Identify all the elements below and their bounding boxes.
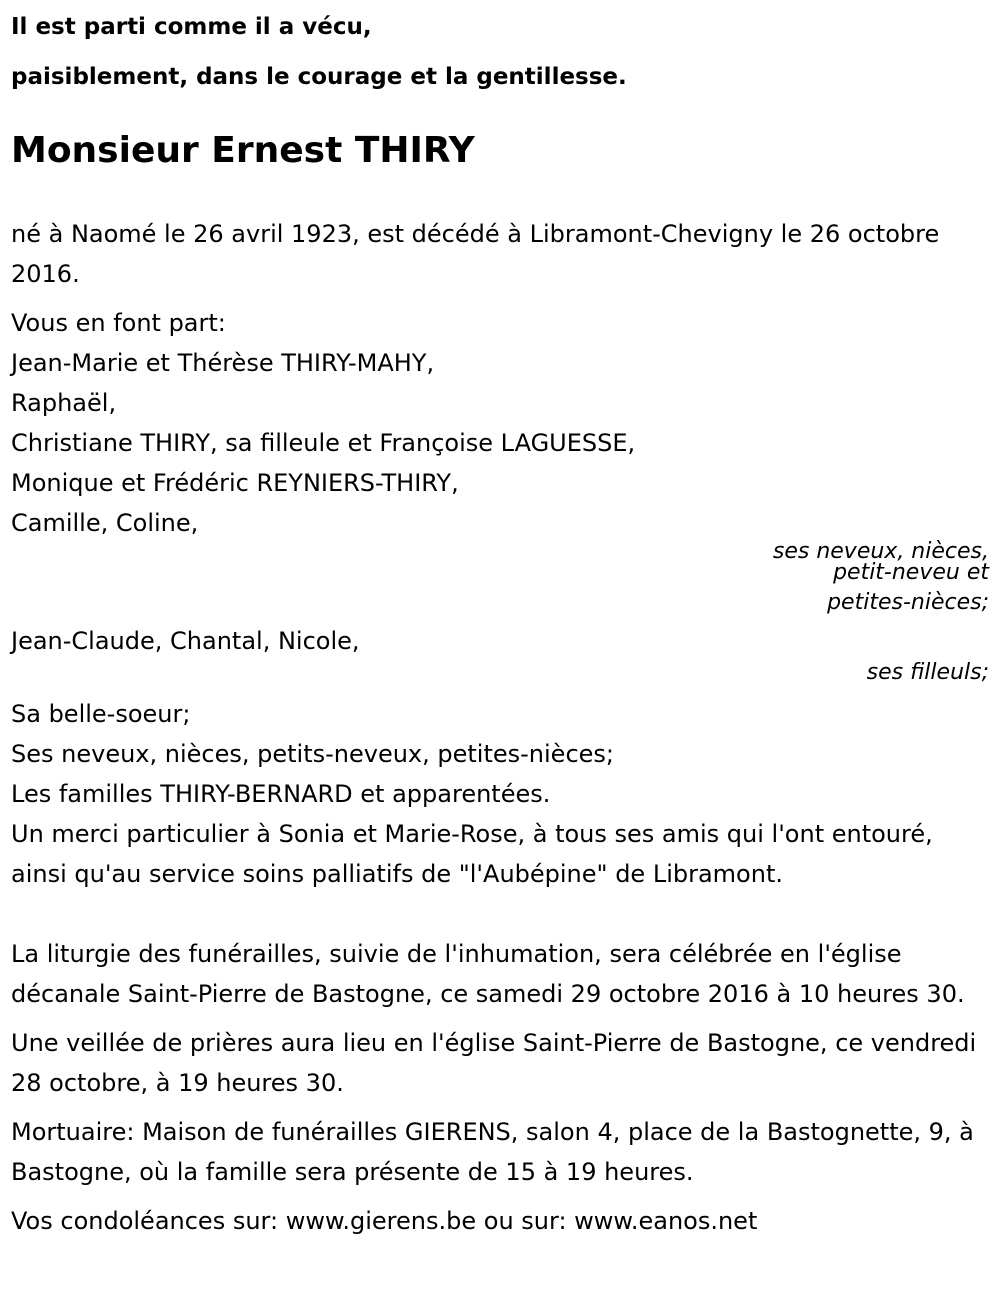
announcer-line: Monique et Frédéric REYNIERS-THIRY, — [11, 469, 459, 497]
funeral-text: La liturgie des funérailles, suivie de l'inhumation, sera célébrée en l'église décanale Saint-Pierre de Bastogne, ce samedi 29 octobre 2016 à 10 heures 30. — [11, 940, 965, 1008]
epigraph-line-2: paisiblement, dans le courage et la gentillesse. — [11, 64, 627, 90]
epigraph — [11, 2, 989, 102]
deceased-name: Monsieur Ernest THIRY — [11, 130, 475, 171]
announcer-line: Camille, Coline, — [11, 509, 199, 537]
announcer-line: Raphaël, — [11, 389, 117, 417]
mortuary-text: Mortuaire: Maison de funérailles GIERENS, salon 4, place de la Bastognette, 9, à Bastogne, où la famille sera présente de 15 à 19 heures. — [11, 1118, 974, 1186]
announcer-line: Christiane THIRY, sa filleule et Françoise LAGUESSE, — [11, 429, 636, 457]
announcers-section — [11, 303, 989, 894]
birth-death-text: né à Naomé le 26 avril 1923, est décédé à Libramont-Chevigny le 26 octobre 2016. — [11, 220, 940, 288]
group1-role-line-3: petites-nièces; — [827, 590, 989, 615]
condolences-text: Vos condoléances sur: www.gierens.be ou sur: www.eanos.net — [11, 1207, 758, 1235]
obituary-notice — [11, 0, 989, 1241]
announcer-line: Jean-Marie et Thérèse THIRY-MAHY, — [11, 349, 435, 377]
announcers-intro: Vous en font part: — [11, 309, 226, 337]
relatives-line: Les familles THIRY-BERNARD et apparentées. — [11, 780, 551, 808]
vigil-text: Une veillée de prières aura lieu en l'église Saint-Pierre de Bastogne, ce vendredi 28 octobre, à 19 heures 30. — [11, 1029, 977, 1097]
godchildren-line: Jean-Claude, Chantal, Nicole, — [11, 627, 360, 655]
group1-role-line-2: petit-neveu et — [833, 560, 989, 585]
thanks-text: Un merci particulier à Sonia et Marie-Rose, à tous ses amis qui l'ont entouré, ainsi qu'au service soins palliatifs de "l'Aubépine" de Libramont. — [11, 820, 933, 888]
epigraph-line-1: Il est parti comme il a vécu, — [11, 14, 372, 40]
relatives-line: Ses neveux, nièces, petits-neveux, petites-nièces; — [11, 740, 614, 768]
relatives-line: Sa belle-soeur; — [11, 700, 191, 728]
group2-role: ses filleuls; — [866, 660, 989, 685]
group1-role-line-1: ses neveux, nièces, — [772, 539, 989, 564]
